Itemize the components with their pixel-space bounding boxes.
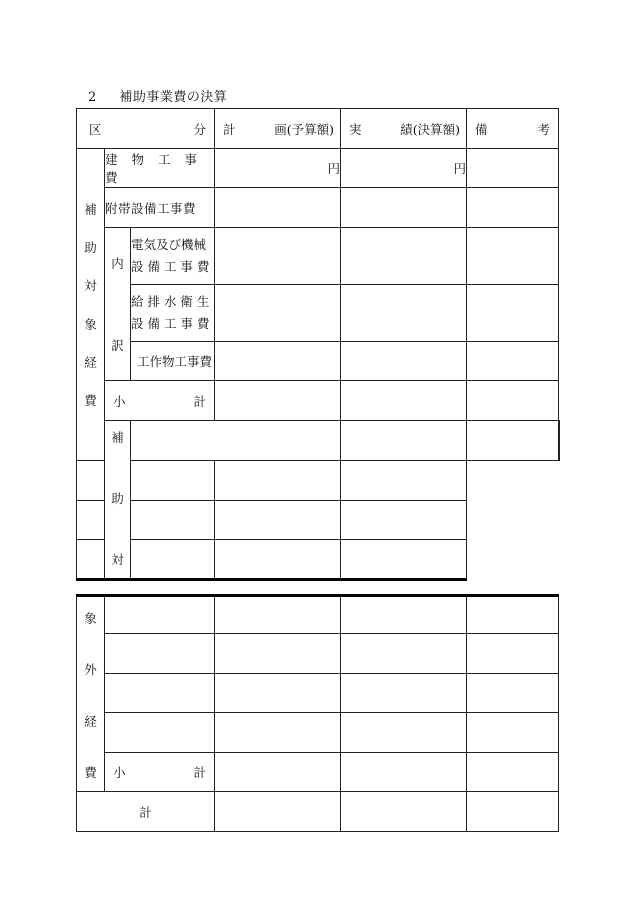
- row-electrical-mechanical: 電気及び機械 設 備 工 事 費: [131, 228, 215, 285]
- actual-cell: [341, 228, 467, 285]
- actual-cell: [341, 342, 467, 381]
- remarks-cell: [467, 753, 559, 792]
- actual-cell: [215, 501, 341, 540]
- actual-cell: [341, 634, 467, 674]
- actual-cell: [467, 421, 559, 461]
- plan-unit: 円: [215, 149, 341, 188]
- row-structure: 工作物工事費: [131, 342, 215, 381]
- actual-cell: [341, 792, 467, 832]
- breakdown-label: 内 訳: [105, 228, 131, 381]
- item-cell: [105, 674, 215, 713]
- remarks-cell: [467, 674, 559, 713]
- plan-cell: [215, 188, 341, 228]
- budget-table-lower: [76, 594, 559, 832]
- remarks-cell: [467, 228, 559, 285]
- plan-cell: [215, 381, 341, 421]
- table-row: [77, 421, 560, 461]
- header-row: [77, 109, 560, 149]
- table-row: [77, 713, 559, 753]
- actual-cell: [341, 381, 467, 421]
- table-row: [77, 188, 560, 228]
- table-row: [77, 381, 560, 421]
- remarks-cell: [467, 713, 559, 753]
- remarks-cell: [467, 381, 559, 421]
- eligible-subtotal-label: 小 計: [105, 381, 215, 421]
- plan-cell: [215, 753, 341, 792]
- total-label: 計: [77, 792, 215, 832]
- plan-cell: [131, 461, 215, 501]
- table-row: [77, 285, 560, 342]
- plan-cell: [215, 596, 341, 634]
- row-attached-equipment: 附帯設備工事費: [105, 188, 215, 228]
- header-remarks: 備 考: [467, 109, 559, 149]
- ineligible-group-label-bottom: 象 外 経 費: [77, 596, 105, 792]
- actual-cell: [341, 713, 467, 753]
- plan-cell: [215, 674, 341, 713]
- actual-cell: [341, 285, 467, 342]
- budget-table-upper: [76, 108, 560, 581]
- eligible-group-label: 補 助 対 象 経 費: [77, 149, 105, 461]
- remarks-cell: [467, 188, 559, 228]
- ineligible-group-label-top: 補 助 対: [105, 421, 131, 580]
- item-cell: [105, 596, 215, 634]
- remarks-cell: [467, 342, 559, 381]
- remarks-cell: [467, 792, 559, 832]
- section-number: 2: [88, 90, 97, 105]
- plan-cell: [215, 713, 341, 753]
- actual-cell: [341, 188, 467, 228]
- table-row: [77, 149, 560, 188]
- remarks-cell: [341, 461, 467, 501]
- plan-cell: [215, 634, 341, 674]
- actual-unit: 円: [341, 149, 467, 188]
- item-cell: [105, 634, 215, 674]
- table-row: [77, 596, 559, 634]
- section-heading: [88, 86, 227, 105]
- remarks-cell: [467, 634, 559, 674]
- table-row: [77, 461, 560, 501]
- row-building: 建 物 工 事 費: [105, 149, 215, 188]
- remarks-cell: [467, 149, 559, 188]
- table-row: [77, 342, 560, 381]
- row-plumbing: 給 排 水 衛 生 設 備 工 事 費: [131, 285, 215, 342]
- table-row: [77, 753, 559, 792]
- plan-cell: [215, 342, 341, 381]
- plan-cell: [215, 792, 341, 832]
- actual-cell: [341, 674, 467, 713]
- remarks-cell: [467, 596, 559, 634]
- total-row: [77, 792, 559, 832]
- remarks-cell: [341, 540, 467, 580]
- table-row: [77, 634, 559, 674]
- header-plan: 計 画(予算額): [215, 109, 341, 149]
- header-category: 区 分: [77, 109, 215, 149]
- header-actual: 実 績(決算額): [341, 109, 467, 149]
- item-cell: [131, 421, 341, 461]
- plan-cell: [131, 540, 215, 580]
- actual-cell: [341, 753, 467, 792]
- remarks-cell: [341, 501, 467, 540]
- actual-cell: [215, 540, 341, 580]
- remarks-cell: [467, 285, 559, 342]
- ineligible-subtotal-label: 小 計: [105, 753, 215, 792]
- table-row: [77, 501, 560, 540]
- item-cell: [105, 713, 215, 753]
- remarks-cell: [559, 421, 560, 461]
- actual-cell: [215, 461, 341, 501]
- table-row: [77, 228, 560, 285]
- plan-cell: [341, 421, 467, 461]
- table-row: [77, 540, 560, 580]
- plan-cell: [215, 228, 341, 285]
- actual-cell: [341, 596, 467, 634]
- section-title: 補助事業費の決算: [119, 90, 228, 105]
- plan-cell: [131, 501, 215, 540]
- plan-cell: [215, 285, 341, 342]
- table-row: [77, 674, 559, 713]
